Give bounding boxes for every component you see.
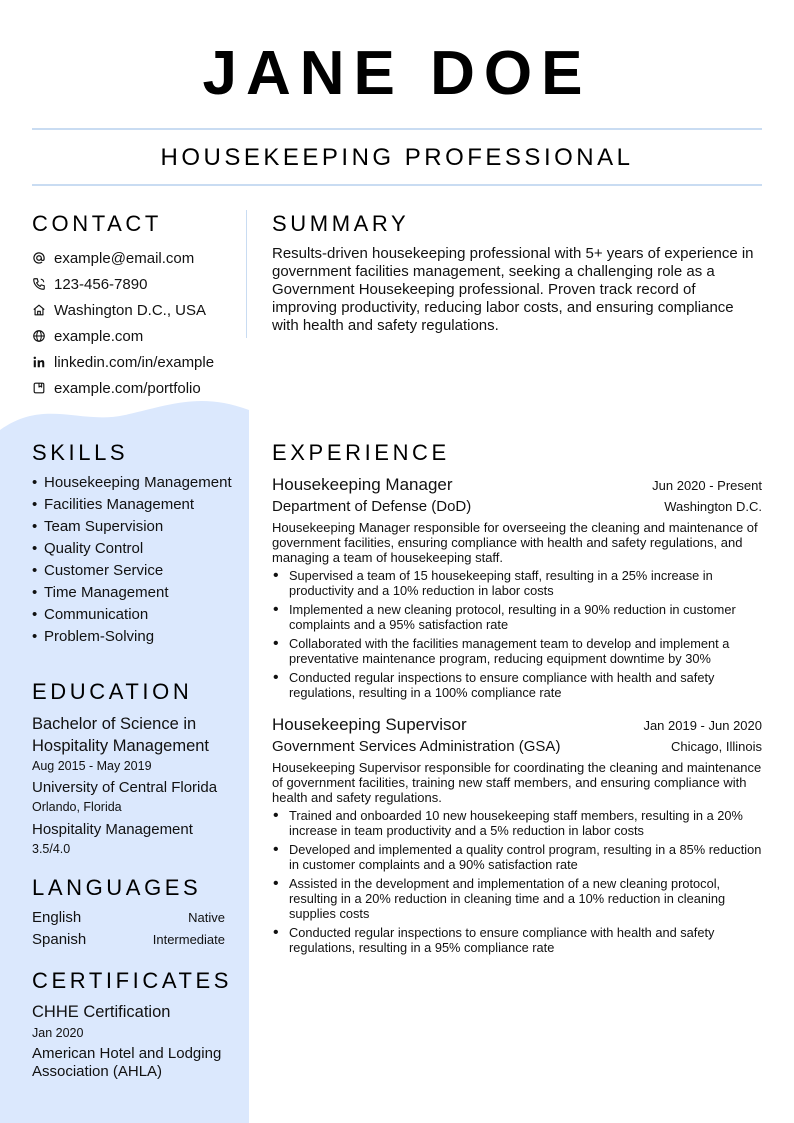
job-achievements — [272, 568, 762, 700]
job-location: Washington D.C. — [664, 499, 762, 514]
portfolio-icon — [32, 381, 46, 395]
language-name: Spanish — [32, 931, 87, 948]
achievement-item: • Conducted regular inspections to ensure compliance with health and safety regulations, resulting in a 100% compliance rate — [273, 669, 715, 700]
home-icon — [32, 303, 46, 317]
job-title: Housekeeping Supervisor — [272, 715, 467, 734]
summary-text: Results-driven housekeeping professional with 5+ years of experience in government facilities management, seeking a challenging role as a Government Housekeeping professional. Proven track record of improving productivity, reducing labor costs, and ensuring compliance with health and safety regulations. — [272, 245, 754, 334]
skill-item: • Time Management — [32, 584, 169, 601]
job-dates: Jan 2019 - Jun 2020 — [643, 718, 762, 733]
achievement-item: • Trained and onboarded 10 new housekeeping staff members, resulting in a 20% increase in team productivity and a 5% reduction in labor costs — [273, 807, 743, 838]
language-item — [32, 929, 225, 951]
contact-phone-text: 123-456-7890 — [54, 275, 148, 293]
skill-item: • Communication — [32, 606, 149, 623]
summary-heading: SUMMARY — [272, 211, 410, 236]
education-heading: EDUCATION — [32, 679, 193, 704]
contact-website-text: example.com — [54, 327, 144, 345]
linkedin-icon — [32, 355, 46, 369]
certificate-name: American Hotel and Lodging Association (AHLA) — [32, 1045, 222, 1080]
contact-email[interactable] — [32, 245, 242, 271]
skills-heading: SKILLS — [32, 440, 129, 465]
contact-portfolio[interactable] — [32, 375, 242, 401]
contact-linkedin[interactable] — [32, 349, 242, 375]
globe-icon — [32, 329, 46, 343]
language-name: English — [32, 909, 82, 926]
languages-heading: LANGUAGES — [32, 875, 202, 900]
job-description: Housekeeping Manager responsible for overseeing the cleaning and maintenance of government facilities, ensuring compliance with health and safety regulations, and managing a team of housekeeping staff. — [272, 520, 758, 565]
contact-location-text: Washington D.C., USA — [54, 301, 206, 319]
contact-location — [32, 297, 242, 323]
education-gpa: 3.5/4.0 — [32, 842, 71, 856]
contact-portfolio-text: example.com/portfolio — [54, 379, 201, 397]
language-item — [32, 907, 225, 929]
skill-item: • Housekeeping Management — [32, 474, 232, 491]
contact-phone[interactable] — [32, 271, 242, 297]
job-achievements — [272, 808, 762, 955]
language-level: Intermediate — [152, 932, 225, 947]
contact-section — [32, 211, 242, 401]
achievement-item: • Assisted in the development and implementation of a new cleaning protocol, resulting in a 20% reduction in cleaning time and a 10% reduction in cleaning supplies costs — [273, 875, 726, 921]
achievement-item: • Conducted regular inspections to ensure compliance with health and safety regulations, resulting in a 95% compliance rate — [273, 924, 715, 955]
certificates-section — [32, 968, 232, 1081]
experience-section — [272, 440, 762, 959]
summary-section — [272, 211, 762, 335]
contact-website[interactable] — [32, 323, 242, 349]
education-dates: Aug 2015 - May 2019 — [32, 759, 152, 773]
header-divider-bottom — [32, 184, 762, 186]
resume-name: JANE DOE — [202, 39, 592, 108]
contact-email-text: example@email.com — [54, 249, 195, 267]
job-organization: Government Services Administration (GSA) — [272, 738, 561, 755]
skill-item: • Team Supervision — [32, 518, 164, 535]
education-degree: Bachelor of Science in Hospitality Management — [32, 715, 210, 755]
education-field: Hospitality Management — [32, 821, 193, 838]
achievement-item: • Collaborated with the facilities management team to develop and implement a preventative maintenance program, reducing equipment downtime by 30% — [273, 635, 730, 666]
skills-list — [32, 474, 232, 646]
skills-section — [32, 440, 232, 650]
skill-item: • Quality Control — [32, 540, 144, 557]
at-sign-icon — [32, 251, 46, 265]
phone-icon — [32, 277, 46, 291]
skill-item: • Problem-Solving — [32, 628, 155, 645]
experience-heading: EXPERIENCE — [272, 440, 450, 465]
job-dates: Jun 2020 - Present — [652, 478, 762, 493]
job-location: Chicago, Illinois — [670, 739, 762, 754]
certificate-name: CHHE Certification — [32, 1003, 171, 1021]
languages-section — [32, 875, 232, 951]
job-title: Housekeeping Manager — [272, 475, 453, 494]
certificate-date: Jan 2020 — [32, 1026, 84, 1040]
skill-item: • Facilities Management — [32, 496, 195, 513]
job-entry — [272, 714, 762, 955]
education-section — [32, 679, 232, 858]
certificates-heading: CERTIFICATES — [32, 968, 233, 993]
education-school: University of Central Florida — [32, 779, 218, 796]
contact-heading: CONTACT — [32, 211, 162, 236]
achievement-item: • Developed and implemented a quality control program, resulting in a 85% reduction in customer complaints and a 90% satisfaction rate — [273, 841, 762, 872]
achievement-item: • Implemented a new cleaning protocol, resulting in a 90% reduction in customer complaints and a 95% satisfaction rate — [273, 601, 736, 632]
job-entry — [272, 474, 762, 700]
header-divider-top — [32, 128, 762, 130]
column-divider — [246, 210, 247, 338]
resume-job-title: HOUSEKEEPING PROFESSIONAL — [160, 144, 634, 171]
job-organization: Department of Defense (DoD) — [272, 498, 472, 515]
achievement-item: • Supervised a team of 15 housekeeping staff, resulting in a 25% increase in productivity and a 10% reduction in labor costs — [273, 567, 713, 598]
language-level: Native — [188, 910, 225, 925]
skill-item: • Customer Service — [32, 562, 164, 579]
job-description: Housekeeping Supervisor responsible for coordinating the cleaning and maintenance of government facilities, training new staff members, and ensuring compliance with health and safety regulations. — [272, 760, 762, 805]
education-location: Orlando, Florida — [32, 800, 122, 814]
contact-linkedin-text: linkedin.com/in/example — [54, 353, 215, 371]
